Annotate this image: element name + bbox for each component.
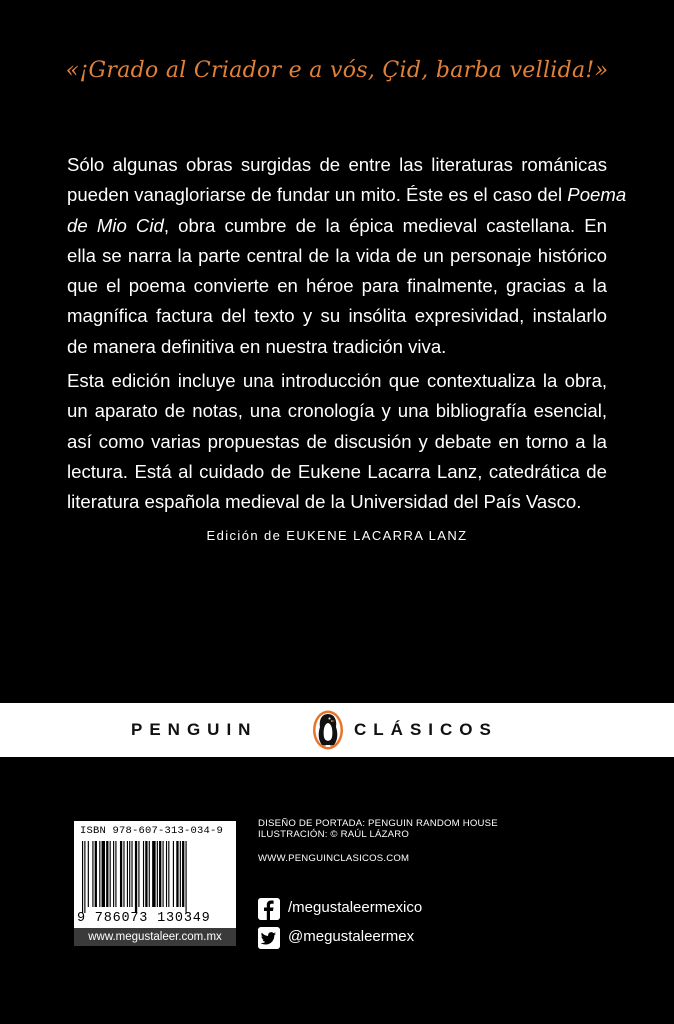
title-poema: Poema xyxy=(567,184,627,206)
barcode-bar xyxy=(92,841,93,907)
isbn-number: ISBN 978-607-313-034-9 xyxy=(80,825,224,837)
publisher-band xyxy=(0,703,674,757)
barcode-bar xyxy=(95,841,97,907)
synopsis-line-1: Sólo algunas obras surgidas de entre las literaturas románicas xyxy=(67,154,607,175)
title-de-mio-cid: de Mio Cid xyxy=(67,214,164,236)
barcode-bar xyxy=(110,841,111,907)
edition-credit: Edición de EUKENE LACARRA LANZ xyxy=(206,528,468,543)
barcode-bar xyxy=(102,841,105,907)
twitter-icon xyxy=(258,927,280,949)
barcode-bar xyxy=(123,841,124,907)
edition-line-2: un aparato de notas, una cronología y una bibliografía esencial, xyxy=(67,400,607,422)
edition-line-1: Esta edición incluye una introducción que contextualiza la obra, xyxy=(67,370,607,391)
barcode-bar xyxy=(176,841,178,907)
barcode-bar xyxy=(106,841,108,907)
barcode-bar xyxy=(173,841,174,907)
series-name: CLÁSICOS xyxy=(354,720,498,739)
barcode-digits: 9 786073 130349 xyxy=(77,911,211,926)
synopsis-line-6: magnífica factura del texto y su insólita expresividad, instalarlo xyxy=(67,305,607,327)
synopsis-line-3-text: , obra cumbre de la épica medieval castellana. En xyxy=(163,214,607,236)
barcode-bar xyxy=(149,841,150,907)
synopsis-line-5: que el poema convierte en héroe para finalmente, gracias a la xyxy=(67,275,607,297)
barcode xyxy=(74,821,236,929)
facebook-handle: /megustaleermexico xyxy=(288,899,423,916)
twitter-handle: @megustaleermex xyxy=(288,928,415,945)
barcode-bar xyxy=(157,841,158,907)
illustration-credit: ILUSTRACIÓN: © RAÚL LÁZARO xyxy=(258,829,410,840)
barcode-bar xyxy=(127,841,128,907)
edition-line-4: lectura. Está al cuidado de Eukene Lacarra Lanz, catedrática de xyxy=(67,460,607,482)
barcode-bar xyxy=(180,841,181,907)
barcode-bar xyxy=(135,841,137,913)
facebook-icon xyxy=(258,898,280,920)
cover-design-credit: DISEÑO DE PORTADA: PENGUIN RANDOM HOUSE xyxy=(258,818,498,829)
barcode-bar xyxy=(84,841,85,913)
barcode-bar xyxy=(186,841,187,913)
barcode-bar xyxy=(82,841,83,913)
barcode-bars xyxy=(80,841,230,913)
barcode-bar xyxy=(159,841,161,907)
barcode-bar xyxy=(131,841,132,907)
barcode-bar xyxy=(143,841,144,907)
barcode-bar xyxy=(182,841,184,907)
synopsis-line-4: ella se narra la parte central de la vida de un personaje histórico xyxy=(67,244,607,266)
synopsis-line-7: de manera definitiva en nuestra tradición viva. xyxy=(67,335,447,357)
barcode-bar xyxy=(166,841,167,907)
barcode-bar xyxy=(129,841,130,907)
barcode-bar xyxy=(168,841,169,907)
barcode-bar xyxy=(99,841,100,907)
synopsis-paragraph xyxy=(67,150,627,362)
barcode-bar xyxy=(120,841,122,907)
publisher-name: PENGUIN xyxy=(131,720,258,739)
edition-paragraph xyxy=(67,366,607,517)
synopsis-line-3 xyxy=(67,211,607,241)
barcode-bar xyxy=(113,841,114,907)
publisher-website[interactable]: WWW.PENGUINCLASICOS.COM xyxy=(258,853,410,864)
barcode-bar xyxy=(152,841,155,907)
synopsis-line-2 xyxy=(67,180,627,210)
edition-line-5: literatura española medieval de la Universidad del País Vasco. xyxy=(67,491,582,513)
epigraph-quote: «¡Grado al Criador e a vós, Çid, barba vellida!» xyxy=(65,58,609,83)
synopsis-line-2-text: pueden vanagloriarse de fundar un mito. Éste es el caso del xyxy=(67,184,563,206)
barcode-bar xyxy=(163,841,164,907)
barcode-bar xyxy=(88,841,89,907)
edition-line-3: así como varias propuestas de discusión y debate en torno a la xyxy=(67,430,607,452)
barcode-bar xyxy=(115,841,116,907)
barcode-bar xyxy=(138,841,139,907)
penguin-logo xyxy=(310,709,346,751)
website-url[interactable]: www.megustaleer.com.mx xyxy=(74,928,236,946)
barcode-bar xyxy=(145,841,147,907)
